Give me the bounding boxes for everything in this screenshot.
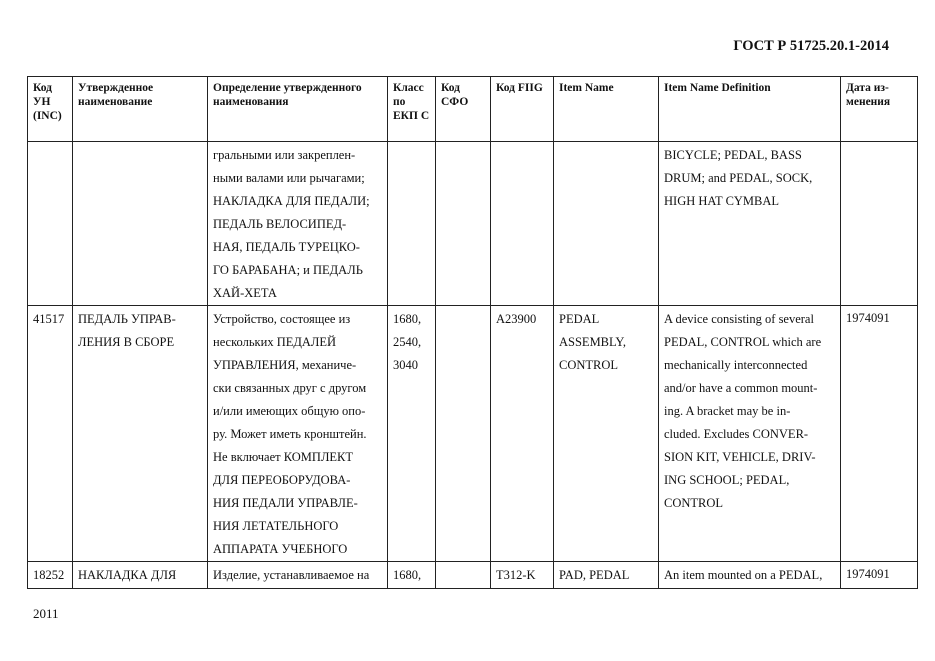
- text-line: 1680,: [393, 568, 422, 582]
- text-line: cluded. Excludes CONVER-: [664, 427, 809, 441]
- cell-inc: [28, 142, 73, 306]
- table-row: [28, 306, 918, 562]
- cell-ekps-class: [388, 562, 436, 589]
- table-row: [28, 562, 918, 589]
- cell-change-date: [841, 142, 918, 306]
- text-line: mechanically interconnected: [664, 358, 808, 372]
- text-line: SION KIT, VEHICLE, DRIV-: [664, 450, 816, 464]
- text-line: An item mounted on a PEDAL,: [664, 568, 823, 582]
- cell-definition: [208, 142, 388, 306]
- cell-inc: 18252: [28, 562, 73, 589]
- text-line: 1680,: [393, 312, 422, 326]
- text-line: НАЯ, ПЕДАЛЬ ТУРЕЦКО-: [213, 240, 360, 254]
- header-inc: Код УН (INC): [28, 77, 73, 142]
- header-fiig: Код FIIG: [491, 77, 554, 142]
- text-line: ПЕДАЛЬ УПРАВ-: [78, 312, 176, 326]
- text-line: ГО БАРАБАНА; и ПЕДАЛЬ: [213, 263, 363, 277]
- cell-approved-name: [73, 306, 208, 562]
- text-line: НАКЛАДКА ДЛЯ: [78, 568, 177, 582]
- cell-approved-name: [73, 142, 208, 306]
- text-line: ру. Может иметь кронштейн.: [213, 427, 367, 441]
- text-line: гральными или закреплен-: [213, 148, 356, 162]
- text-line: PEDAL, CONTROL which are: [664, 335, 822, 349]
- cell-sfo: [436, 562, 491, 589]
- text-line: HIGH HAT CYMBAL: [664, 194, 780, 208]
- text-line: Устройство, состоящее из: [213, 312, 351, 326]
- header-ekps-class: Класс по ЕКП С: [388, 77, 436, 142]
- text-line: ДЛЯ ПЕРЕОБОРУДОВА-: [213, 473, 351, 487]
- page-number: 2011: [33, 606, 59, 621]
- header-approved-name: Утвержденное наименование: [73, 77, 208, 142]
- cell-sfo: [436, 306, 491, 562]
- text-line: DRUM; and PEDAL, SOCK,: [664, 171, 813, 185]
- cell-definition: [208, 562, 388, 589]
- text-line: НАКЛАДКА ДЛЯ ПЕДАЛИ;: [213, 194, 370, 208]
- text-line: 2540,: [393, 335, 422, 349]
- header-item-name: Item Name: [554, 77, 659, 142]
- cell-change-date: 1974091: [841, 562, 918, 589]
- text-line: НИЯ ЛЕТАТЕЛЬНОГО: [213, 519, 339, 533]
- cell-item-name: [554, 562, 659, 589]
- text-line: НИЯ ПЕДАЛИ УПРАВЛЕ-: [213, 496, 358, 510]
- cell-change-date: 1974091: [841, 306, 918, 562]
- cell-approved-name: [73, 562, 208, 589]
- cell-item-definition: [659, 142, 841, 306]
- text-line: и/или имеющих общую опо-: [213, 404, 366, 418]
- cell-item-definition: [659, 306, 841, 562]
- cell-item-name: [554, 142, 659, 306]
- text-line: УПРАВЛЕНИЯ, механиче-: [213, 358, 357, 372]
- text-line: PEDAL: [559, 312, 600, 326]
- text-line: АППАРАТА УЧЕБНОГО: [213, 542, 348, 556]
- text-line: A device consisting of several: [664, 312, 814, 326]
- text-line: нескольких ПЕДАЛЕЙ: [213, 335, 337, 349]
- cell-sfo: [436, 142, 491, 306]
- cell-fiig: A23900: [491, 306, 554, 562]
- cell-item-name: [554, 306, 659, 562]
- cell-item-definition: [659, 562, 841, 589]
- header-item-definition: Item Name Definition: [659, 77, 841, 142]
- text-line: ASSEMBLY,: [559, 335, 626, 349]
- text-line: Изделие, устанавливаемое на: [213, 568, 370, 582]
- cell-fiig: [491, 142, 554, 306]
- text-line: CONTROL: [664, 496, 724, 510]
- text-line: ными валами или рычагами;: [213, 171, 365, 185]
- table-row: [28, 142, 918, 306]
- text-line: PAD, PEDAL: [559, 568, 630, 582]
- cell-fiig: T312-K: [491, 562, 554, 589]
- text-line: ЛЕНИЯ В СБОРЕ: [78, 335, 175, 349]
- text-line: CONTROL: [559, 358, 619, 372]
- text-line: ing. A bracket may be in-: [664, 404, 791, 418]
- text-line: BICYCLE; PEDAL, BASS: [664, 148, 802, 162]
- header-change-date: Дата из-менения: [841, 77, 918, 142]
- header-definition: Определение утвержденного наименования: [208, 77, 388, 142]
- nomenclature-table: [27, 76, 918, 589]
- text-line: ING SCHOOL; PEDAL,: [664, 473, 790, 487]
- cell-definition: [208, 306, 388, 562]
- text-line: Не включает КОМПЛЕКТ: [213, 450, 354, 464]
- text-line: 3040: [393, 358, 418, 372]
- text-line: ПЕДАЛЬ ВЕЛОСИПЕД-: [213, 217, 347, 231]
- text-line: and/or have a common mount-: [664, 381, 818, 395]
- cell-ekps-class: [388, 142, 436, 306]
- text-line: ХАЙ-ХЕТА: [213, 286, 277, 300]
- cell-ekps-class: [388, 306, 436, 562]
- text-line: ски связанных друг с другом: [213, 381, 367, 395]
- table-header-row: [28, 77, 918, 142]
- header-sfo: Код СФО: [436, 77, 491, 142]
- cell-inc: 41517: [28, 306, 73, 562]
- document-standard-number: ГОСТ Р 51725.20.1-2014: [733, 38, 889, 54]
